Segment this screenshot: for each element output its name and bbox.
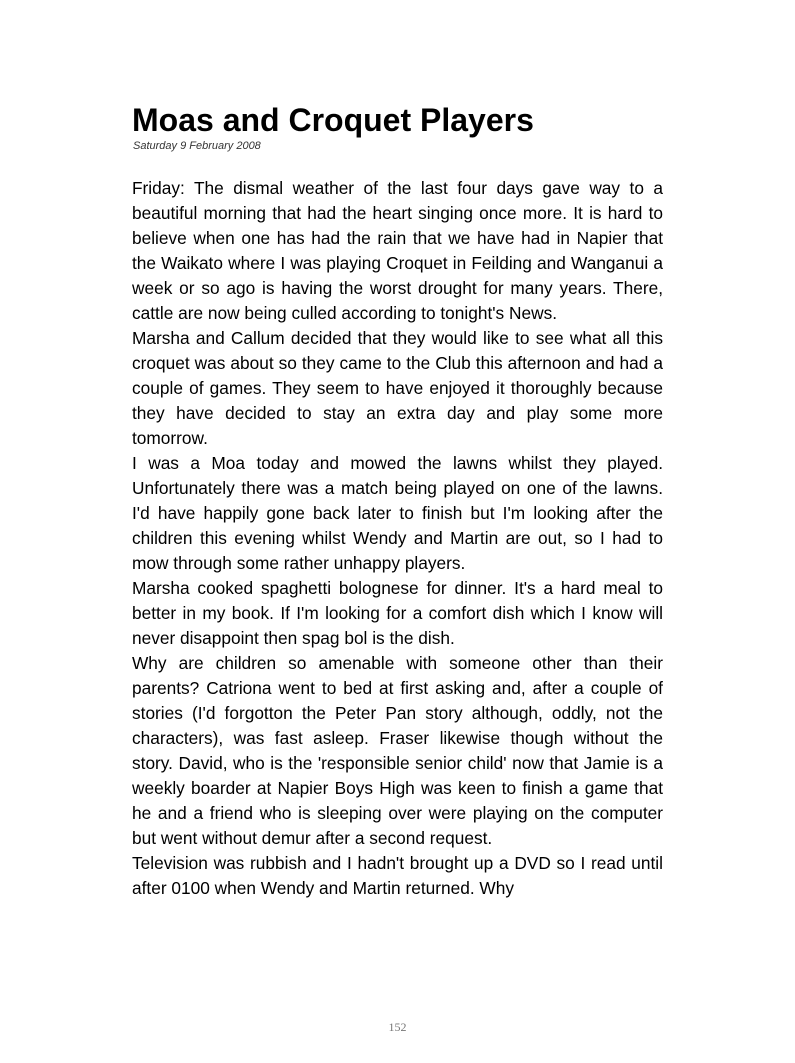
paragraph: Why are children so amenable with someone other than their parents? Catriona went to bed at first asking and, after a couple of stories (I'd forgotton the Peter Pan story although, oddly, not the characters), was fast asleep. Fraser likewise though without the story. David, who is the 'responsible senior child' now that Jamie is a weekly boarder at Napier Boys High was keen to finish a game that he and a friend who is sleeping over were playing on the computer but went without demur after a second request.: [132, 653, 663, 848]
paragraph: Marsha cooked spaghetti bolognese for dinner. It's a hard meal to better in my book. If I'm looking for a comfort dish which I know will never disappoint then spag bol is the dish.: [132, 578, 663, 648]
paragraph: Television was rubbish and I hadn't brought up a DVD so I read until after 0100 when Wendy and Martin returned. Why: [132, 853, 663, 898]
page-title: Moas and Croquet Players: [132, 102, 534, 138]
paragraph: Friday: The dismal weather of the last four days gave way to a beautiful morning that had the heart singing once more. It is hard to believe when one has had the rain that we have had in Napier that the Waikato where I was playing Croquet in Feilding and Wanganui a week or so ago is having the worst drought for many years. There, cattle are now being culled according to tonight's News.: [132, 178, 663, 323]
paragraph: I was a Moa today and mowed the lawns whilst they played. Unfortunately there was a match being played on one of the lawns. I'd have happily gone back later to finish but I'm looking after the children this evening whilst Wendy and Martin are out, so I had to mow through some rather unhappy players.: [132, 453, 663, 573]
post-date: Saturday 9 February 2008: [133, 140, 261, 152]
paragraph: Marsha and Callum decided that they would like to see what all this croquet was about so they came to the Club this afternoon and had a couple of games. They seem to have enjoyed it thoroughly because they have decided to stay an extra day and play some more tomorrow.: [132, 328, 663, 448]
page-number: 152: [388, 1020, 407, 1034]
article-body: [132, 176, 663, 976]
